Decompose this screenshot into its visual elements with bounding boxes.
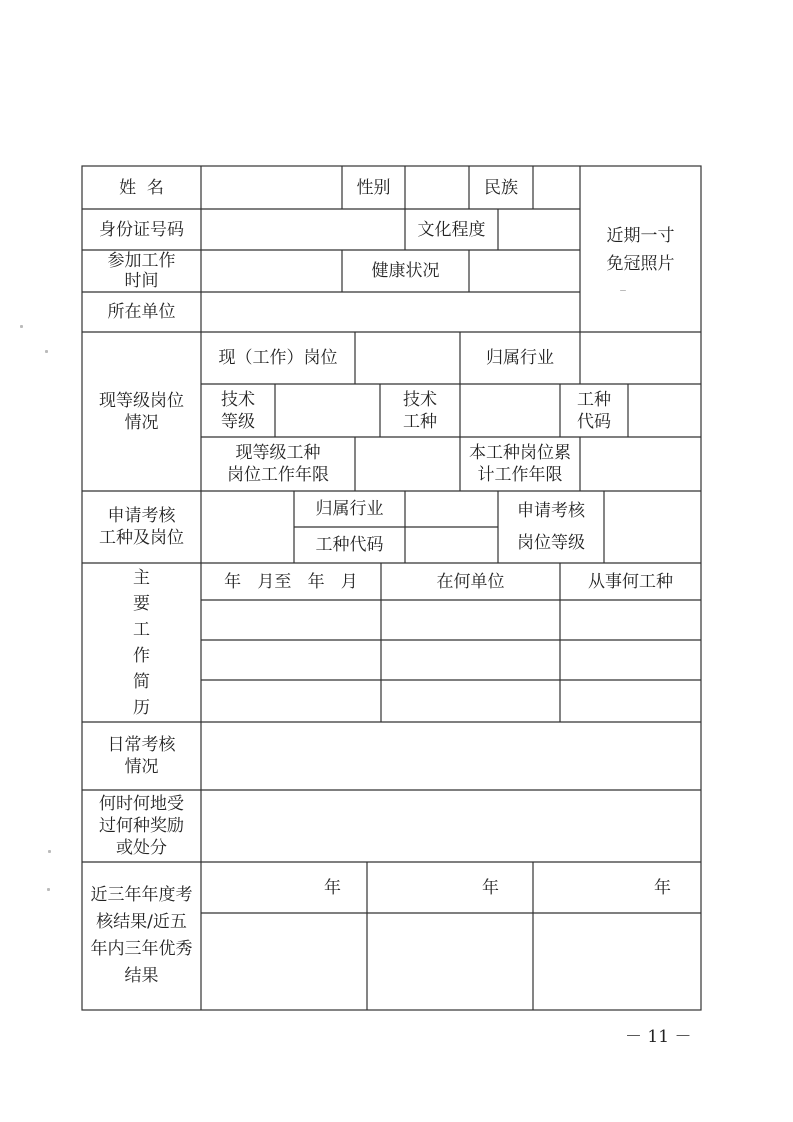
health-field[interactable] — [469, 250, 580, 292]
resume-col-employer: 在何单位 — [436, 571, 505, 592]
resume-section-label: 主 要 工 作 简 历 — [133, 567, 150, 718]
photo-placeholder[interactable]: 近期一寸 免冠照片 — [606, 226, 675, 274]
resume-row-2-employer[interactable] — [381, 640, 560, 680]
type-code-field[interactable] — [628, 384, 701, 437]
application-type-field[interactable] — [201, 491, 294, 563]
resume-row-1-period[interactable] — [201, 600, 381, 640]
application-code-field[interactable] — [405, 527, 498, 563]
tech-type-label: 技术 工种 — [403, 389, 437, 432]
resume-row-2-period[interactable] — [201, 640, 381, 680]
current-post-field[interactable] — [355, 332, 460, 384]
id-number-field[interactable] — [201, 209, 405, 250]
years-total-field[interactable] — [580, 437, 701, 491]
application-industry-label: 归属行业 — [315, 499, 384, 519]
scan-speck — [620, 290, 626, 291]
rewards-field[interactable] — [201, 790, 701, 862]
years-current-field[interactable] — [355, 437, 460, 491]
scan-speck — [48, 850, 51, 853]
resume-col-job: 从事何工种 — [588, 571, 673, 592]
annual-year-3-result[interactable] — [533, 913, 701, 1010]
scan-speck — [45, 350, 48, 353]
ethnicity-label: 民族 — [484, 177, 518, 198]
work-start-field[interactable] — [201, 250, 342, 292]
employer-label: 所在单位 — [107, 302, 176, 322]
gender-label: 性别 — [356, 177, 391, 198]
resume-row-3-period[interactable] — [201, 680, 381, 722]
resume-row-3-job[interactable] — [560, 680, 701, 722]
type-code-label: 工种 代码 — [577, 389, 611, 432]
application-grade-field[interactable] — [604, 491, 701, 563]
employer-field[interactable] — [201, 292, 580, 332]
resume-row-1-job[interactable] — [560, 600, 701, 640]
work-start-label: 参加工作 时间 — [107, 251, 176, 291]
years-current-label: 现等级工种 岗位工作年限 — [227, 443, 329, 485]
annual-year-1-result[interactable] — [201, 913, 367, 1010]
gender-field[interactable] — [405, 166, 469, 209]
education-field[interactable] — [498, 209, 580, 250]
name-field[interactable] — [201, 166, 342, 209]
tech-level-label: 技术 等级 — [221, 389, 255, 432]
resume-row-2-job[interactable] — [560, 640, 701, 680]
application-code-label: 工种代码 — [315, 535, 384, 555]
name-label: 姓 名 — [119, 177, 164, 198]
annual-year-3-label: 年 — [654, 877, 671, 898]
annual-year-1-label: 年 — [324, 877, 341, 898]
tech-type-field[interactable] — [460, 384, 560, 437]
page-number: － 11 － — [625, 1027, 692, 1047]
annual-year-2-result[interactable] — [367, 913, 533, 1010]
annual-results-label: 近三年年度考 核结果/近五 年内三年优秀 结果 — [90, 885, 193, 986]
resume-row-3-employer[interactable] — [381, 680, 560, 722]
scan-speck — [47, 888, 50, 891]
current-industry-label: 归属行业 — [486, 348, 554, 368]
application-grade-label: 申请考核 岗位等级 — [517, 501, 585, 553]
tech-level-field[interactable] — [275, 384, 380, 437]
ethnicity-field[interactable] — [533, 166, 580, 209]
application-industry-field[interactable] — [405, 491, 498, 527]
daily-assessment-label: 日常考核 情况 — [107, 735, 176, 777]
current-post-label: 现（工作）岗位 — [218, 348, 338, 368]
education-label: 文化程度 — [417, 219, 486, 240]
annual-year-2-label: 年 — [482, 877, 499, 898]
current-industry-field[interactable] — [580, 332, 701, 384]
years-total-label: 本工种岗位累 计工作年限 — [469, 443, 571, 485]
scan-speck — [20, 325, 23, 328]
current-level-section-label: 现等级岗位 情况 — [99, 390, 184, 433]
health-label: 健康状况 — [371, 261, 440, 281]
rewards-label: 何时何地受 过何种奖励 或处分 — [99, 794, 184, 858]
daily-assessment-field[interactable] — [201, 722, 701, 790]
resume-row-1-employer[interactable] — [381, 600, 560, 640]
id-number-label: 身份证号码 — [99, 219, 184, 240]
application-section-label: 申请考核 工种及岗位 — [99, 506, 184, 548]
resume-col-period: 年 月至 年 月 — [224, 571, 358, 592]
